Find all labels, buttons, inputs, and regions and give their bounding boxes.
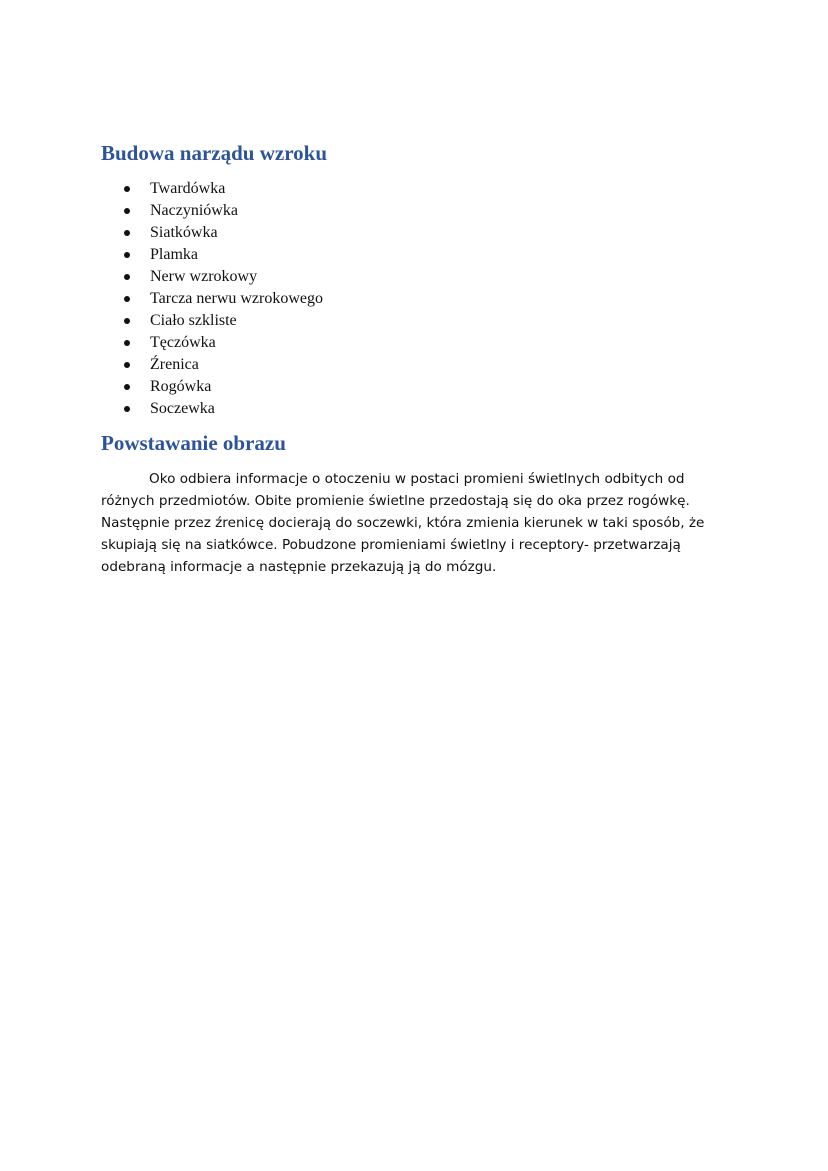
list-item-text: Siatkówka (150, 224, 218, 241)
section-heading-image-formation: Powstawanie obrazu (101, 431, 286, 455)
bullet-icon (124, 406, 130, 412)
list-item-text: Nerw wzrokowy (150, 268, 258, 285)
list-item-text: Ciało szkliste (150, 312, 237, 329)
list-item-text: Rogówka (150, 378, 212, 395)
section-heading-eye-structure: Budowa narządu wzroku (101, 141, 327, 165)
bullet-icon (124, 208, 130, 214)
bullet-icon (124, 362, 130, 368)
paragraph-line: odebraną informacje a następnie przekazują ją do mózgu. (101, 559, 497, 575)
list-item-text: Tarcza nerwu wzrokowego (150, 290, 324, 307)
bullet-icon (124, 318, 130, 324)
paragraph-line: Oko odbiera informacje o otoczeniu w postaci promieni świetlnych odbitych od (149, 471, 685, 487)
bullet-icon (124, 252, 130, 258)
list-item-text: Tęczówka (150, 334, 216, 351)
list-item-text: Twardówka (150, 180, 226, 197)
list-item-text: Plamka (150, 246, 198, 263)
bullet-icon (124, 186, 130, 192)
list-item-text: Źrenica (150, 356, 199, 373)
bullet-icon (124, 230, 130, 236)
image-formation-paragraph (101, 468, 741, 578)
paragraph-line: skupiają się na siatkówce. Pobudzone promieniami świetlny i receptory- przetwarzają (101, 537, 681, 553)
bullet-icon (124, 384, 130, 390)
bullet-icon (124, 274, 130, 280)
paragraph-line: Następnie przez źrenicę docierają do soczewki, która zmienia kierunek w taki sposób, że (101, 515, 705, 531)
paragraph-line: różnych przedmiotów. Obite promienie świetlne przedostają się do oka przez rogówkę. (101, 493, 690, 509)
list-item-text: Soczewka (150, 400, 215, 417)
bullet-icon (124, 340, 130, 346)
list-item-text: Naczyniówka (150, 202, 238, 219)
bullet-icon (124, 296, 130, 302)
